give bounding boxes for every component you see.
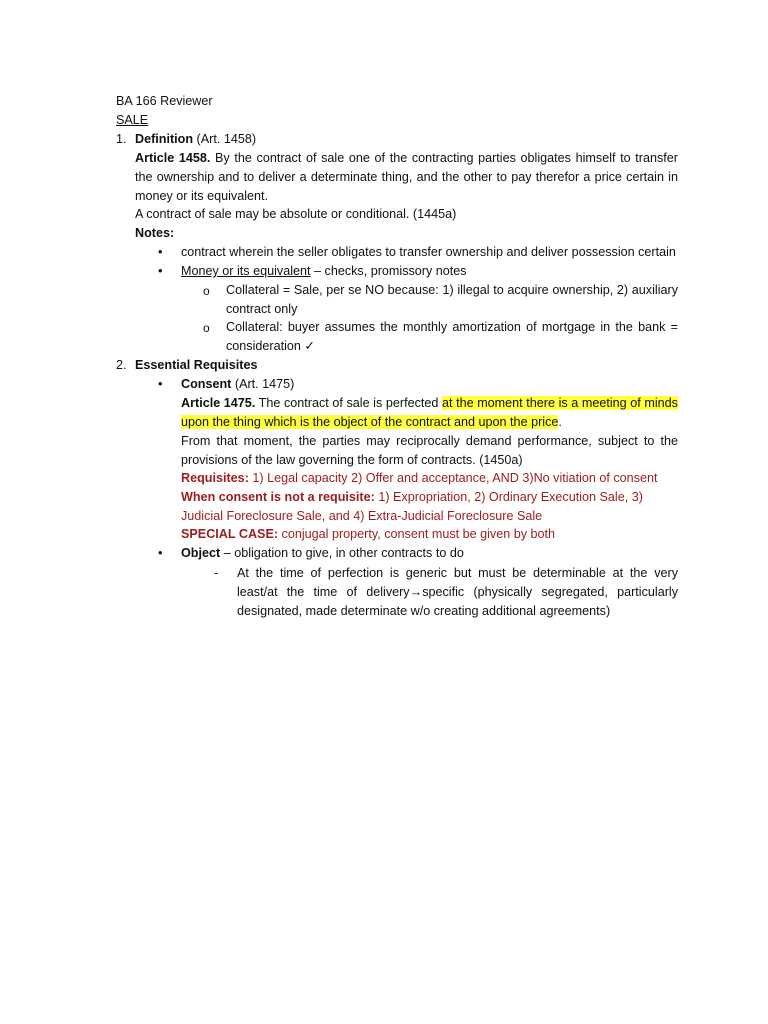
definition-heading <box>135 130 256 149</box>
definition-ref: (Art. 1458) <box>193 132 257 146</box>
article-1458-label: Article 1458. <box>135 151 211 165</box>
bullet-marker: • <box>158 376 163 391</box>
absolute-conditional-line: A contract of sale may be absolute or conditional. (1445a) <box>135 207 457 221</box>
object-line <box>181 544 464 563</box>
dash-marker: - <box>214 566 219 580</box>
article-1475 <box>181 394 678 432</box>
essential-requisites-label: Essential Requisites <box>135 358 258 372</box>
bullet-marker: • <box>158 244 163 259</box>
consent-label: Consent <box>181 377 232 391</box>
special-case-label: SPECIAL CASE: <box>181 527 279 541</box>
article-1475-highlight: at the moment there is a meeting of minds upon the thing which is the object of the contract and upon the price <box>181 396 678 429</box>
bullet-marker: • <box>158 545 163 560</box>
article-1475-pre: The contract of sale is perfected <box>255 396 442 410</box>
consent-not-requisite <box>181 488 678 526</box>
collateral-note-1: Collateral = Sale, per se NO because: 1) illegal to acquire ownership, 2) auxiliary contract only <box>226 283 678 316</box>
section-heading: SALE <box>116 113 149 127</box>
sub-bullet-marker: o <box>203 284 210 298</box>
requisites-label: Requisites: <box>181 471 249 485</box>
object-determinable-note: At the time of perfection is generic but must be determinable at the very least/at the time of delivery→specific (physically segregated, particularly designated, made determinate w/o creating additional agreements) <box>237 566 678 618</box>
article-1458-text: By the contract of sale one of the contracting parties obligates himself to transfer the ownership and to deliver a determinate thing, and the other to pay therefor a price certain in money or its equivalent. <box>135 151 678 203</box>
object-text: – obligation to give, in other contracts to do <box>220 546 464 560</box>
article-1475-post: . <box>558 414 562 429</box>
when-consent-text: 1) Expropriation, 2) Ordinary Execution Sale, 3) Judicial Foreclosure Sale, and 4) Extra-Judicial Foreclosure Sale <box>181 490 643 523</box>
essential-requisites-heading <box>135 356 258 375</box>
when-consent-label: When consent is not a requisite: <box>181 490 375 504</box>
definition-label: Definition <box>135 132 194 146</box>
collateral-note-2: Collateral: buyer assumes the monthly amortization of mortgage in the bank = consideration ✓ <box>226 320 678 353</box>
money-equivalent-text: Money or its equivalent <box>181 264 311 278</box>
special-case-line <box>181 525 678 544</box>
money-equivalent-rest: – checks, promissory notes <box>310 264 467 278</box>
requisites-line <box>181 469 678 488</box>
bullet-marker: • <box>158 263 163 278</box>
notes-label-text: Notes: <box>135 226 175 240</box>
item-number-2: 2. <box>116 358 127 372</box>
special-case-text: conjugal property, consent must be given by both <box>278 527 556 541</box>
article-1475-label: Article 1475. <box>181 396 256 410</box>
item-number-1: 1. <box>116 132 127 146</box>
requisites-text: 1) Legal capacity 2) Offer and acceptance, AND 3)No vitiation of consent <box>248 471 658 485</box>
consent-ref: (Art. 1475) <box>231 377 295 391</box>
notes-label <box>135 224 174 243</box>
doc-title: BA 166 Reviewer <box>116 94 213 108</box>
from-that-moment-text: From that moment, the parties may reciprocally demand performance, subject to the provisions of the law governing the form of contracts. (1450a) <box>181 434 678 467</box>
article-1458 <box>135 149 678 205</box>
object-label: Object <box>181 546 221 560</box>
sub-bullet-marker: o <box>203 321 210 335</box>
note-bullet-2 <box>181 262 467 281</box>
consent-heading <box>181 375 294 394</box>
note-bullet-1: contract wherein the seller obligates to transfer ownership and deliver possession certain <box>181 245 676 259</box>
